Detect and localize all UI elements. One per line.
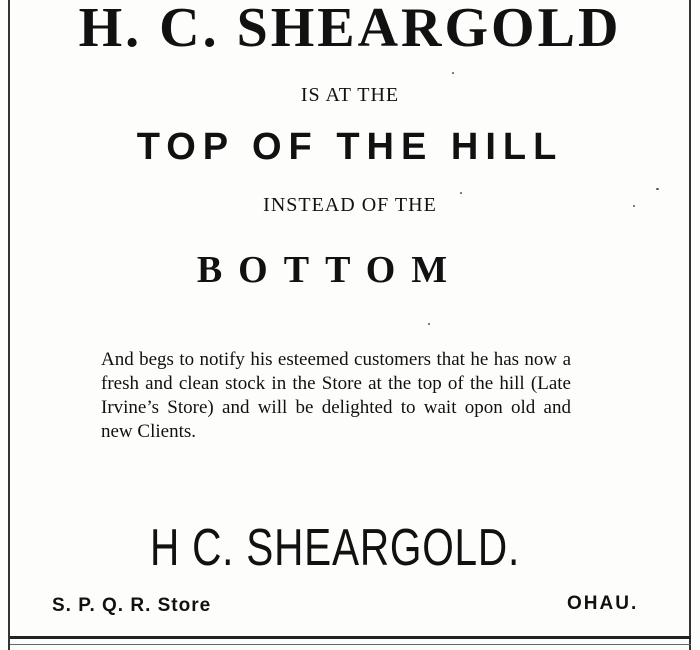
print-speck bbox=[460, 192, 462, 194]
line-bottom: BOTTOM bbox=[196, 249, 464, 291]
line-top-of-hill: TOP OF THE HILL bbox=[136, 126, 564, 168]
bottom-border-rule-thin bbox=[10, 644, 691, 645]
print-speck bbox=[633, 205, 635, 207]
advert-headline: H. C. SHEARGOLD bbox=[78, 0, 622, 59]
advert-body bbox=[101, 348, 571, 444]
print-speck bbox=[656, 188, 659, 190]
footer-location: OHAU. bbox=[567, 593, 639, 614]
print-speck bbox=[452, 72, 454, 74]
print-speck bbox=[428, 323, 430, 325]
bottom-border-rule bbox=[10, 636, 691, 639]
advert-body-paragraph: And begs to notify his esteemed customers that he has now a fresh and clean stock in the Store at the top of the hill (Late Irvine’s Store) and will be delighted to wait opon old and new Clients. bbox=[101, 349, 571, 442]
line-is-at: IS AT THE bbox=[300, 84, 400, 106]
advert-signature: H C. SHEARGOLD. bbox=[149, 519, 521, 577]
footer-store-name: S. P. Q. R. Store bbox=[52, 595, 212, 616]
line-instead: INSTEAD OF THE bbox=[263, 194, 437, 216]
